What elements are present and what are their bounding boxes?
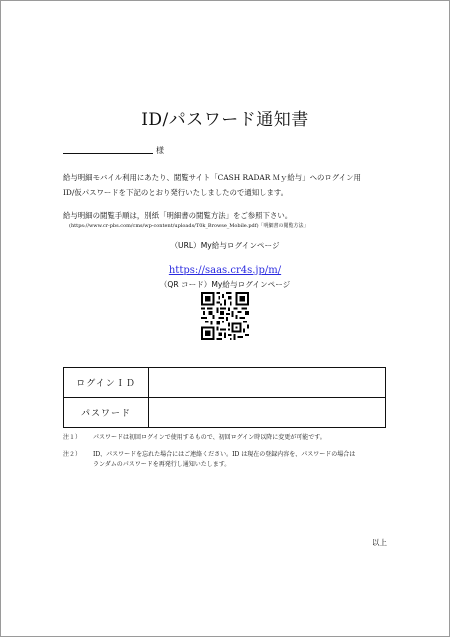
note-2-number: 注２）: [63, 451, 82, 458]
url-label: （URL）My給与ログインページ: [170, 241, 280, 250]
document-title: ID/パスワード通知書: [141, 110, 309, 130]
intro-line-2: ID/仮パスワードを下記のとおり発行いたしましたので通知します。: [63, 188, 289, 197]
closing-mark: 以上: [371, 538, 387, 547]
note-2-text-line-1: ID、パスワードを忘れた場合にはご連絡ください。ID は現在の登録内容を、パスワードの場合は: [93, 451, 356, 458]
addressee-suffix: 様: [156, 146, 164, 155]
procedure-line: 給与明細の閲覧手順は，別紙「明細書の閲覧方法」をご参照下さい。: [63, 211, 293, 220]
intro-line-1: 給与明細モバイル利用にあたり、閲覧サイト「CASH RADAR Ｍｙ給与」へのログイン用: [63, 173, 361, 182]
login-credentials-table: [63, 367, 386, 428]
note-1-text: パスワードは初回ログインで使用するもので、初回ログイン時以降に変更が可能です。: [93, 434, 326, 441]
qr-code-icon: [201, 292, 249, 340]
note-1-number: 注１）: [63, 434, 82, 441]
login-url-link[interactable]: https://saas.cr4s.jp/m/: [168, 265, 282, 276]
password-label: パスワード: [64, 398, 149, 428]
note-2-text-line-2: ランダムのパスワードを再発行し通知いたします。: [93, 461, 231, 468]
table-row: [64, 368, 386, 398]
login-id-value: [149, 368, 386, 398]
addressee-name-line: [63, 153, 153, 154]
login-id-label: ログインＩＤ: [64, 368, 149, 398]
procedure-reference: (https://www.cr-pbs.com/cms/wp-content/uploads/T0k_Browse_Mobile.pdf)「明細書の閲覧方法」: [69, 223, 309, 229]
url-link-wrap: [1, 258, 449, 277]
password-value: [149, 398, 386, 428]
qr-label: （QR コード）My給与ログインページ: [159, 280, 291, 289]
table-row: [64, 398, 386, 428]
